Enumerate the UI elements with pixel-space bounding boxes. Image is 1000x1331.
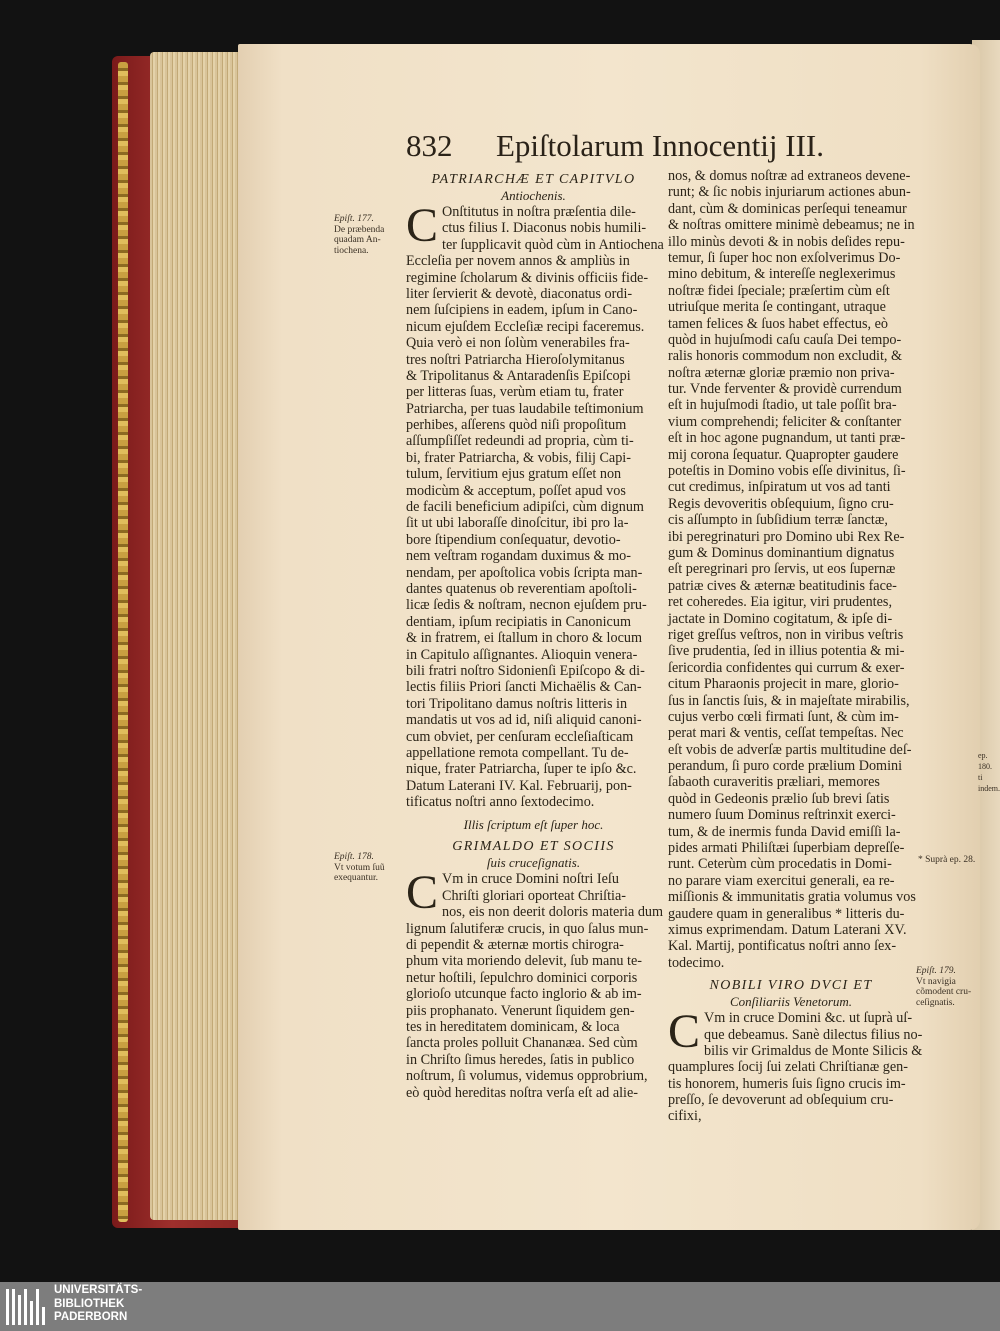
text-line: eſt in hoc agone pugnandum, ut tanti præ- [668, 430, 906, 447]
text-line: cifixi, [668, 1108, 702, 1125]
text-line: ſive prudentia, ſed in illius potentia & mi- [668, 643, 905, 660]
text-line: ſancta proles polluit Chananæa. Sed cùm [406, 1035, 638, 1052]
left-body-2-lines [406, 866, 664, 1101]
text-line: que debeamus. Sanè dilectus filius no- [704, 1026, 923, 1043]
left-body-1-lines [406, 199, 664, 811]
note-178-line: Epiſt. 178. [334, 852, 374, 862]
text-line: per litteras ſuas, verùm etiam tu, frater [406, 384, 624, 401]
supra-reference: * Suprà ep. 28. [918, 855, 976, 865]
text-line: in Chriſto ſimus heredes, ſatis in publico [406, 1051, 635, 1068]
text-line: vium comprehendi; feliciter & conſtanter [668, 413, 902, 430]
margin-note-177 [334, 214, 404, 256]
text-line: no parare viam exercitui generali, ea re- [668, 872, 895, 889]
text-line: pides armati Philiſtæi ſuperbiam depreſſe- [668, 840, 905, 857]
text-line: Onſtitutus in noſtra præſentia dile- [442, 204, 636, 220]
text-line: nique, frater Patriarcha, ſuper te ipſo &c. [406, 761, 637, 778]
text-line: ſabaoth curaveritis præliari, memores [668, 774, 880, 791]
note-177-line: Epiſt. 177. [334, 214, 374, 224]
text-line: bi, frater Patriarcha, & vobis, filij Capi- [406, 449, 631, 466]
text-line: ret coheredes. Eia igitur, viri prudentes, [668, 594, 892, 611]
text-line: in Capitulo aſſignantes. Alioquin venera- [406, 646, 638, 663]
letter-body-2 [406, 866, 664, 1101]
scriptum-note: Illis ſcriptum eſt ſuper hoc. [463, 817, 604, 833]
margin-note-178 [334, 852, 404, 884]
text-line: illo minùs devoti & in nobis deſides repu- [668, 233, 905, 250]
text-line: ſit ut ubi laboraſſe dinoſcitur, ibi pro la- [406, 515, 629, 532]
note-179-line: Epiſt. 179. [916, 966, 956, 976]
text-line: quamplures ſocij ſui zelati Chriſtianæ gen- [668, 1059, 908, 1076]
text-line: ſericordia confidentes qui currum & exer- [668, 659, 905, 676]
text-line: Chriſti gloriari oporteat Chriſtia- [442, 887, 627, 904]
note-178-line: exequantur. [334, 873, 379, 883]
text-line: perandum, ſi puro corde prælium Domini [668, 758, 903, 775]
note-177-line: tiochena. [334, 245, 369, 256]
margin-note-179 [916, 966, 972, 1008]
text-line: ibi peregrinaturi pro Domino ubi Rex Re- [668, 528, 905, 545]
text-line: Patriarcha, per tuas laudabile teſtimonium [406, 400, 644, 417]
text-line: numero ſuum Dominus reſtrinxit exerci- [668, 807, 896, 824]
text-line: lignum ſalutiferæ crucis, in quo ſalus mun- [406, 920, 649, 937]
text-line: licæ ſedis & noſtram, necnon ejuſdem pru- [406, 597, 647, 614]
text-line: Quia verò ei non ſolùm venerabiles fra- [406, 335, 630, 352]
text-line: phum vita moriendo delevit, ſub manu te- [406, 953, 643, 970]
text-line: tres noſtri Patriarcha Hieroſolymitanus [406, 351, 625, 368]
text-line: noſtrum, ſi volumus, videmus opprobrium, [406, 1068, 648, 1085]
letter-body-3 [668, 1005, 923, 1125]
text-line: temur, ſi ſuper hoc non exſolverimus Do- [668, 249, 901, 266]
text-line: riget greſſus veſtros, non in viribus veſtris [668, 626, 904, 643]
letter-subheading-2: ſuis cruceſignatis. [486, 855, 581, 871]
logo-line: PADERBORN [54, 1311, 128, 1323]
text-line: tori Tripolitano damus noſtris litteris in [406, 695, 628, 712]
drop-cap-2: C [406, 866, 439, 920]
text-line: dantes quatenus ob reverentiam apoſtoli- [406, 580, 637, 597]
text-line: bore ſtipendium conſequatur, devotio- [406, 531, 621, 548]
margin-note-supra [918, 855, 974, 866]
text-line: cut credimus, inſpiratum ut vos ad tanti [668, 479, 891, 496]
text-line: gaudere quam in generalibus * litteris du- [668, 905, 905, 922]
text-line: bili fratri noſtro Sidonienſi Epiſcopo & di- [406, 662, 645, 679]
logo-line: UNIVERSITÄTS- [54, 1284, 143, 1296]
facing-page-note [978, 750, 1000, 794]
page-edges [150, 52, 240, 1220]
letter-heading-1: PATRIARCHÆ ET CAPITVLO [431, 172, 636, 187]
text-line: eſt peregrinari pro ſervis, ut eos ſupernæ [668, 561, 896, 578]
text-line: tum, & de inermis funda David emiſſi la- [668, 823, 901, 840]
text-line: Regis devoveritis obſequium, ſigno cru- [668, 495, 894, 512]
text-line: utriuſque merita ſe contingant, utraque [668, 299, 886, 316]
note-179-line: ceſignatis. [916, 997, 955, 1008]
text-line: lectis filiis Priori ſancti Michaëlis & Can- [406, 679, 642, 696]
text-line: eò quòd hereditas noſtra verſa eſt ad alie- [406, 1084, 639, 1101]
text-line: glorioſo utcunque facto inglorio & ab im- [406, 986, 642, 1003]
note-177-line: quadam An- [334, 235, 381, 245]
text-line: Kal. Martij, pontificatus noſtri anno ſex- [668, 938, 897, 955]
logo-line: BIBLIOTHEK [54, 1297, 125, 1310]
text-line: dentiam, ipſum recipiatis in Canonicum [406, 613, 631, 630]
text-line: Eccleſia per novem annos & ampliùs in [406, 253, 630, 270]
text-line: liter ſervierit & devotè, diaconatus ordi- [406, 285, 633, 302]
text-line: runt. Ceterùm cùm procedatis in Domi- [668, 856, 892, 873]
text-line: ximus exprimendam. Datum Laterani XV. [668, 921, 907, 938]
letter-subheading-3: Conſiliariis Venetorum. [729, 994, 853, 1010]
running-title: Epiſtolarum Innocentij III. [496, 128, 824, 163]
facing-note-line: ti indem. [978, 773, 1000, 793]
text-line: ctus filius I. Diaconus nobis humili- [442, 220, 647, 237]
drop-cap-1: C [406, 199, 439, 252]
text-line: mij corona ſequatur. Quapropter gaudere [668, 446, 899, 463]
text-line: perhibes, aſſerens quòd niſi propoſitum [406, 417, 627, 434]
text-line: jactate in Domino cogitatum, & ipſe di- [668, 610, 893, 627]
text-line: runt; & ſic nobis injuriarum actiones abun- [668, 184, 911, 201]
text-line: quòd in hujuſmodi caſu cauſa Dei tempo- [668, 331, 902, 348]
text-line: Datum Laterani IV. Kal. Februarij, pon- [406, 777, 632, 794]
text-line: citum Pharaonis projecit in mare, glorio- [668, 676, 899, 693]
text-line: regimine ſcholarum & divinis officiis fide- [406, 269, 649, 286]
right-column [668, 168, 923, 1131]
text-line: nos, eis non deerit doloris materia dum [442, 904, 664, 921]
text-line: modicùm & acceptum, poſſet apud vos [406, 482, 626, 499]
letter-body-1 [406, 199, 664, 811]
text-line: ralis honoris commodum non excludit, & [668, 348, 903, 365]
text-line: tulum, ſervitium ejus gratum eſſet non [406, 466, 622, 483]
page-number: 832 [406, 128, 453, 163]
text-line: aſſumpſiſſet redeundi ad propria, cùm ti- [406, 433, 634, 450]
letter-heading-3: NOBILI VIRO DVCI ET [709, 978, 873, 994]
text-line: di pependit & æternæ mortis chirogra- [406, 937, 624, 954]
text-line: cum obviet, per cenſuram eccleſiaſticam [406, 728, 634, 745]
left-column [406, 171, 664, 1107]
text-line: tur. Vnde ferventer & providè currendum [668, 381, 902, 398]
text-line: nendam, per apoſtolica vobis ſcripta man- [406, 564, 643, 581]
gilt-border [118, 62, 128, 1222]
text-line: nem ſuſcipiens in eadem, ipſum in Cano- [406, 302, 638, 319]
text-line: patriæ cives & æternæ beatitudinis face- [668, 577, 897, 594]
text-line: tis honorem, humeris ſuis ſigno crucis im- [668, 1075, 906, 1092]
running-head [406, 128, 826, 172]
letter-heading-2: GRIMALDO ET SOCIIS [452, 839, 615, 855]
text-line: todecimo. [668, 954, 725, 971]
text-line: & Tripolitanus & Antaradenſis Epiſcopi [406, 367, 631, 384]
text-line: de facili beneficium adipiſci, cùm dignum [406, 499, 644, 516]
text-line: piis prophanato. Venerunt ſiquidem gen- [406, 1002, 635, 1019]
text-line: perat mari & ventis, ceſſat tempeſtas. Nec [668, 725, 904, 742]
text-line: preſſo, ſe devoverunt ad obſequium cru- [668, 1092, 894, 1109]
text-line: noſtra æternæ gloriæ præmio non priva- [668, 364, 895, 381]
text-line: quòd in Gedeonis prælio ſub brevi ſatis [668, 790, 890, 807]
right-body-3-lines [668, 1005, 923, 1125]
text-line: eſt in hujuſmodi ſtadio, ut tale poſſit bra- [668, 397, 897, 414]
text-line: miſſionis & immunitatis gratia volumus vos [668, 889, 916, 906]
text-line: tes in hereditatem dominicam, & loca [406, 1018, 620, 1035]
text-line: & noſtras omittere minimè debeamus; ne in [668, 217, 915, 234]
note-177-line: De præbenda [334, 224, 385, 235]
text-line: tificatus noſtri anno ſextodecimo. [406, 794, 595, 811]
text-line: appellatione remota compellant. Tu de- [406, 744, 629, 761]
text-line: gum & Dominus dominantium dignatus [668, 544, 895, 561]
text-line: nem veſtram rogandam duximus & mo- [406, 548, 631, 565]
text-line: cis aſſumpto in ſubſidium terræ ſanctæ, [668, 512, 888, 529]
text-line: ter ſupplicavit quòd cùm in Antiochena [442, 236, 664, 253]
text-line: bilis vir Grimaldus de Monte Silicis & [704, 1042, 923, 1059]
note-179-line: cõmodent cru- [916, 987, 972, 997]
text-line: nicum ejuſdem Eccleſiæ recipi faceremus. [406, 318, 645, 335]
text-line: eſt vobis de adverſæ partis multitudine deſ- [668, 741, 912, 758]
drop-cap-3: C [668, 1005, 701, 1059]
text-line: poteſtis in Domino vobis eſſe divinitus, ſi- [668, 463, 906, 480]
facing-note-line: ep. 180. [978, 751, 992, 771]
text-line: netur hoſtili, ſepulchro dominici corporis [406, 969, 638, 986]
text-line: mandatis ut vos ad id, niſi aliquid canoni- [406, 712, 642, 729]
text-line: Vm in cruce Domini noſtri Ieſu [442, 871, 619, 888]
text-line: noſtræ fidei ſpeciale; præſertim cùm eſt [668, 282, 890, 299]
letter-subheading-1: Antiochenis. [501, 188, 566, 203]
note-179-line: Vt navigia [916, 976, 956, 987]
library-logo-icon [4, 1285, 48, 1329]
text-line: dant, cùm & dominicas perſequi teneamur [668, 200, 907, 217]
right-body-1-lines [668, 168, 914, 971]
library-logo-text [54, 1284, 204, 1328]
text-line: tamen felices & ſuos habet effectus, eò [668, 315, 888, 332]
text-line: nos, & domus noſtræ ad extraneos devene- [668, 168, 911, 184]
text-line: mino debitum, & intereſſe neglexerimus [668, 266, 896, 283]
note-178-line: Vt votum ſuũ [334, 862, 385, 873]
text-line: cujus verbo cœli firmati ſunt, & cùm im- [668, 708, 899, 725]
text-line: & in fratrem, ei ſtallum in choro & locum [406, 630, 643, 647]
text-line: ſus in ſanctis ſuis, & in majeſtate mirabilis, [668, 692, 910, 709]
text-line: Vm in cruce Domini &c. ut ſuprà uſ- [704, 1010, 913, 1027]
